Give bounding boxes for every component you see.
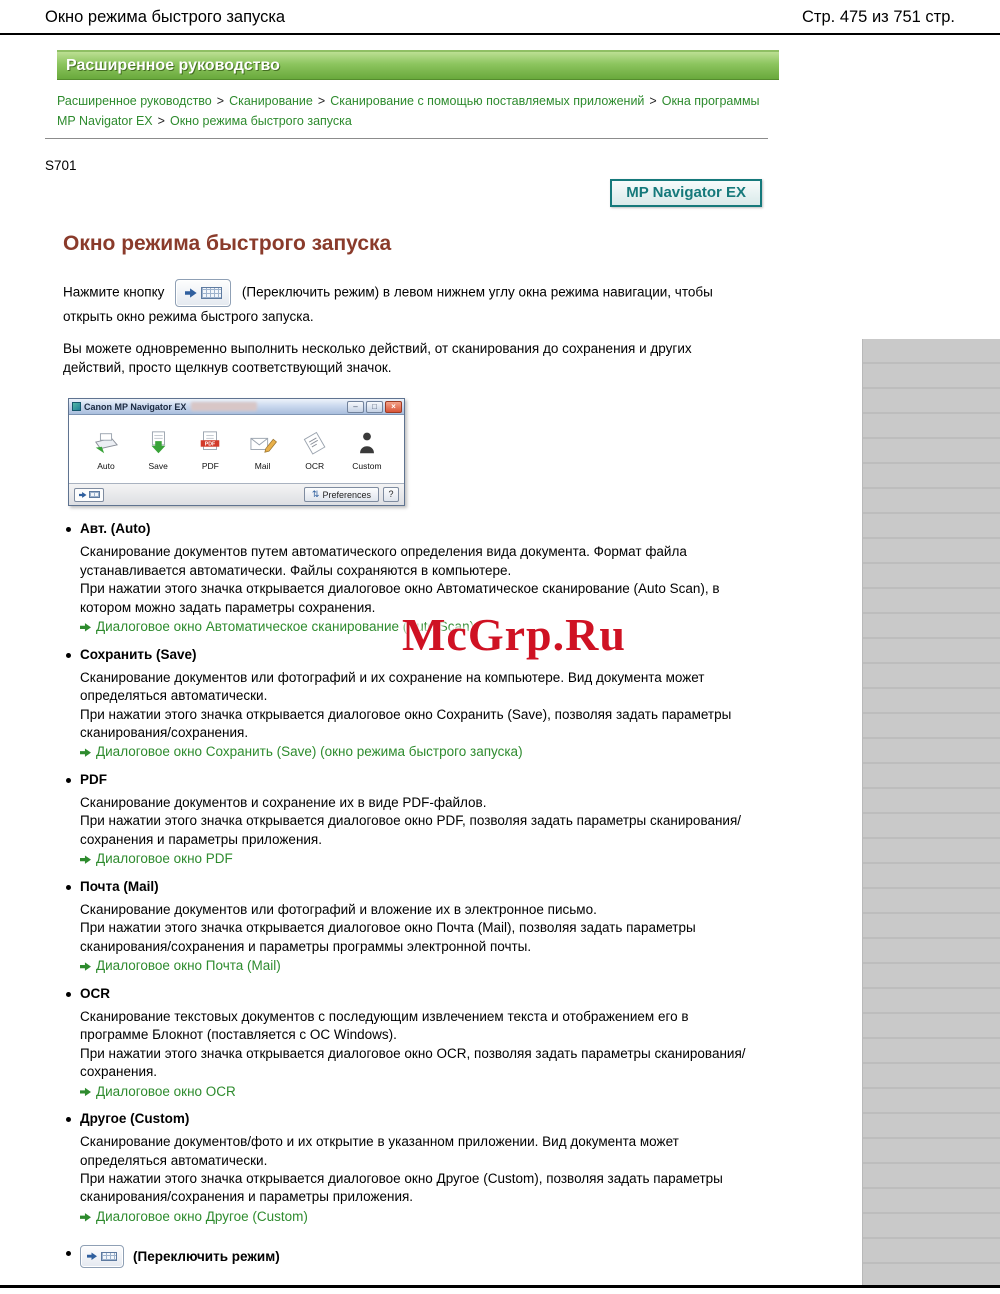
link-arrow-icon	[80, 962, 91, 972]
scan-item-pdf	[187, 429, 233, 471]
app-icon	[72, 402, 81, 411]
item-paragraph: Сканирование документов/фото и их открытие в указанном приложении. Вид документа может определяться автоматически.	[80, 1134, 679, 1168]
link-label: Диалоговое окно PDF	[96, 851, 233, 867]
window-body	[69, 415, 404, 505]
header-title: Окно режима быстрого запуска	[45, 8, 286, 26]
breadcrumb-link-quick-start-window[interactable]: Окно режима быстрого запуска	[169, 114, 352, 128]
window-controls	[347, 401, 402, 413]
section-banner	[57, 50, 779, 80]
redacted-text	[191, 402, 257, 411]
breadcrumb-link-scanning-bundled-apps[interactable]: Сканирование с помощью поставляемых приложений	[330, 94, 645, 108]
breadcrumb-separator: >	[649, 94, 657, 108]
link-label: Диалоговое окно Другое (Custom)	[96, 1208, 308, 1224]
product-badge: MP Navigator EX	[610, 179, 762, 207]
link-arrow-icon	[80, 1212, 91, 1222]
preferences-label: Preferences	[322, 489, 371, 500]
feature-item-save	[80, 647, 758, 762]
link-pdf-dialog[interactable]	[80, 850, 758, 869]
item-paragraph: Сканирование документов или фотографий и их сохранение на компьютере. Вид документа может определяться автоматически.	[80, 669, 705, 704]
scan-label: Auto	[97, 461, 115, 472]
item-paragraph: При нажатии этого значка открывается диалоговое окно Почта (Mail), позволяя задать параметры сканирования/сохранения и параметры программы электронной почты.	[80, 920, 696, 954]
breadcrumb-separator: >	[157, 114, 165, 128]
badge-row	[45, 179, 762, 207]
breadcrumb-separator: >	[216, 94, 225, 108]
link-arrow-icon	[80, 1087, 91, 1097]
item-heading: OCR	[80, 986, 110, 1002]
item-paragraph: Сканирование документов и сохранение их в виде PDF-файлов.	[80, 795, 487, 811]
page-header	[0, 0, 1000, 33]
scan-label: Save	[148, 461, 168, 472]
scan-label: OCR	[305, 461, 325, 472]
scan-label: Mail	[254, 461, 271, 472]
save-scan-icon	[143, 429, 173, 456]
page-title: Окно режима быстрого запуска	[63, 232, 392, 255]
page-edge-area	[862, 339, 1000, 1285]
breadcrumb-separator: >	[317, 94, 326, 108]
scan-item-mail	[240, 429, 286, 471]
feature-item-ocr	[80, 986, 758, 1101]
scan-item-auto	[83, 429, 129, 471]
breadcrumb-link-advanced-guide[interactable]: Расширенное руководство	[57, 94, 212, 108]
item-paragraph: Сканирование документов или фотографий и вложение их в электронное письмо.	[80, 902, 597, 918]
item-paragraph: При нажатии этого значка открывается диалоговое окно Автоматическое сканирование (Auto Scan), в котором можно задать параметры сохранения.	[80, 581, 720, 615]
watermark: McGrp.Ru	[402, 609, 626, 660]
top-divider	[0, 33, 1000, 35]
intro-paragraph	[63, 279, 727, 326]
arrow-icon	[185, 288, 197, 299]
window-titlebar	[69, 399, 404, 415]
item-paragraph: При нажатии этого значка открывается диалоговое окно Сохранить (Save), позволяя задать параметры сканирования/сохранения.	[80, 706, 732, 740]
bottom-divider	[0, 1285, 1000, 1288]
feature-item-pdf	[80, 772, 758, 869]
item-heading: Сохранить (Save)	[80, 646, 197, 662]
keyboard-icon	[89, 491, 100, 498]
section-banner-label: Расширенное руководство	[66, 57, 280, 74]
help-button: ?	[383, 487, 399, 502]
header-page-number: Стр. 475 из 751 стр.	[802, 8, 955, 26]
feature-item-custom	[80, 1111, 758, 1226]
feature-item-switch-mode	[80, 1245, 758, 1268]
link-custom-dialog[interactable]	[80, 1208, 758, 1227]
link-label: Диалоговое окно Почта (Mail)	[96, 958, 281, 974]
link-ocr-dialog[interactable]	[80, 1083, 758, 1102]
preferences-icon: ⇅	[311, 489, 320, 500]
item-heading: PDF	[80, 772, 107, 788]
minimize-icon: –	[347, 401, 364, 413]
feature-item-mail	[80, 879, 758, 976]
link-label: Диалоговое окно Автоматическое сканирование (Auto Scan)	[96, 618, 475, 634]
auto-scan-icon	[91, 429, 121, 456]
svg-text:PDF: PDF	[205, 441, 216, 448]
scan-label: Custom	[352, 461, 382, 472]
breadcrumb-link-mp-navigator-windows[interactable]: Окна программы MP Navigator EX	[57, 94, 760, 128]
link-arrow-icon	[80, 855, 91, 865]
item-heading: (Переключить режим)	[133, 1248, 280, 1264]
intro-text-before: Нажмите кнопку	[63, 284, 165, 300]
link-arrow-icon	[80, 622, 91, 632]
switch-mode-button-icon	[74, 488, 104, 502]
item-paragraph: При нажатии этого значка открывается диалоговое окно OCR, позволяя задать параметры сканирования/сохранения.	[80, 1045, 746, 1080]
keyboard-icon	[201, 287, 222, 299]
window-footer	[69, 483, 404, 505]
scan-item-ocr	[292, 429, 338, 471]
document-code: S701	[45, 158, 77, 173]
item-paragraph: Сканирование документов путем автоматического определения вида документа. Формат файла устанавливается автоматически. Файлы сохраняются в компьютере.	[80, 544, 687, 578]
maximize-icon: □	[366, 401, 383, 413]
breadcrumb	[57, 91, 763, 131]
link-save-dialog[interactable]	[80, 743, 758, 762]
arrow-icon	[87, 1252, 97, 1261]
item-paragraph: При нажатии этого значка открывается диалоговое окно PDF, позволяя задать параметры сканирования/сохранения и параметры приложения.	[80, 813, 742, 847]
scan-label: PDF	[201, 461, 219, 472]
link-label: Диалоговое окно OCR	[96, 1083, 236, 1099]
window-title: Canon MP Navigator EX	[84, 401, 187, 412]
scan-item-custom	[344, 429, 390, 471]
custom-scan-icon	[352, 429, 382, 456]
item-paragraph: Сканирование текстовых документов с последующим извлечением текста и отображением его в программе Блокнот (поставляется с ОС Windows).	[80, 1009, 689, 1043]
item-paragraph: При нажатии этого значка открывается диалоговое окно Другое (Custom), позволяя задать параметры сканирования/сохранения и параметры приложения.	[80, 1171, 723, 1205]
item-heading: Другое (Custom)	[80, 1111, 190, 1127]
scan-item-save	[135, 429, 181, 471]
link-arrow-icon	[80, 748, 91, 758]
scan-icons-row	[69, 415, 404, 473]
intro-paragraph-2: Вы можете одновременно выполнить несколько действий, от сканирования до сохранения и других действий, просто щелкнув соответствующий значок.	[63, 341, 692, 376]
switch-mode-button-icon	[80, 1245, 124, 1268]
arrow-icon	[79, 491, 87, 498]
intro-text-after: (Переключить режим) в левом нижнем углу окна режима навигации, чтобы открыть окно режима быстрого запуска.	[63, 284, 713, 324]
item-heading: Авт. (Auto)	[80, 521, 151, 537]
pdf-scan-icon	[195, 429, 225, 456]
close-icon: ×	[385, 401, 402, 413]
breadcrumb-link-scanning[interactable]: Сканирование	[229, 94, 313, 108]
preferences-button	[304, 487, 379, 502]
item-heading: Почта (Mail)	[80, 879, 159, 895]
switch-mode-button-icon	[175, 279, 231, 307]
mail-scan-icon	[248, 429, 278, 456]
ocr-scan-icon	[300, 429, 330, 456]
mp-navigator-screenshot	[68, 398, 405, 506]
link-label: Диалоговое окно Сохранить (Save) (окно режима быстрого запуска)	[96, 744, 523, 760]
link-mail-dialog[interactable]	[80, 957, 758, 976]
keyboard-icon	[101, 1252, 117, 1261]
breadcrumb-divider	[45, 138, 768, 139]
